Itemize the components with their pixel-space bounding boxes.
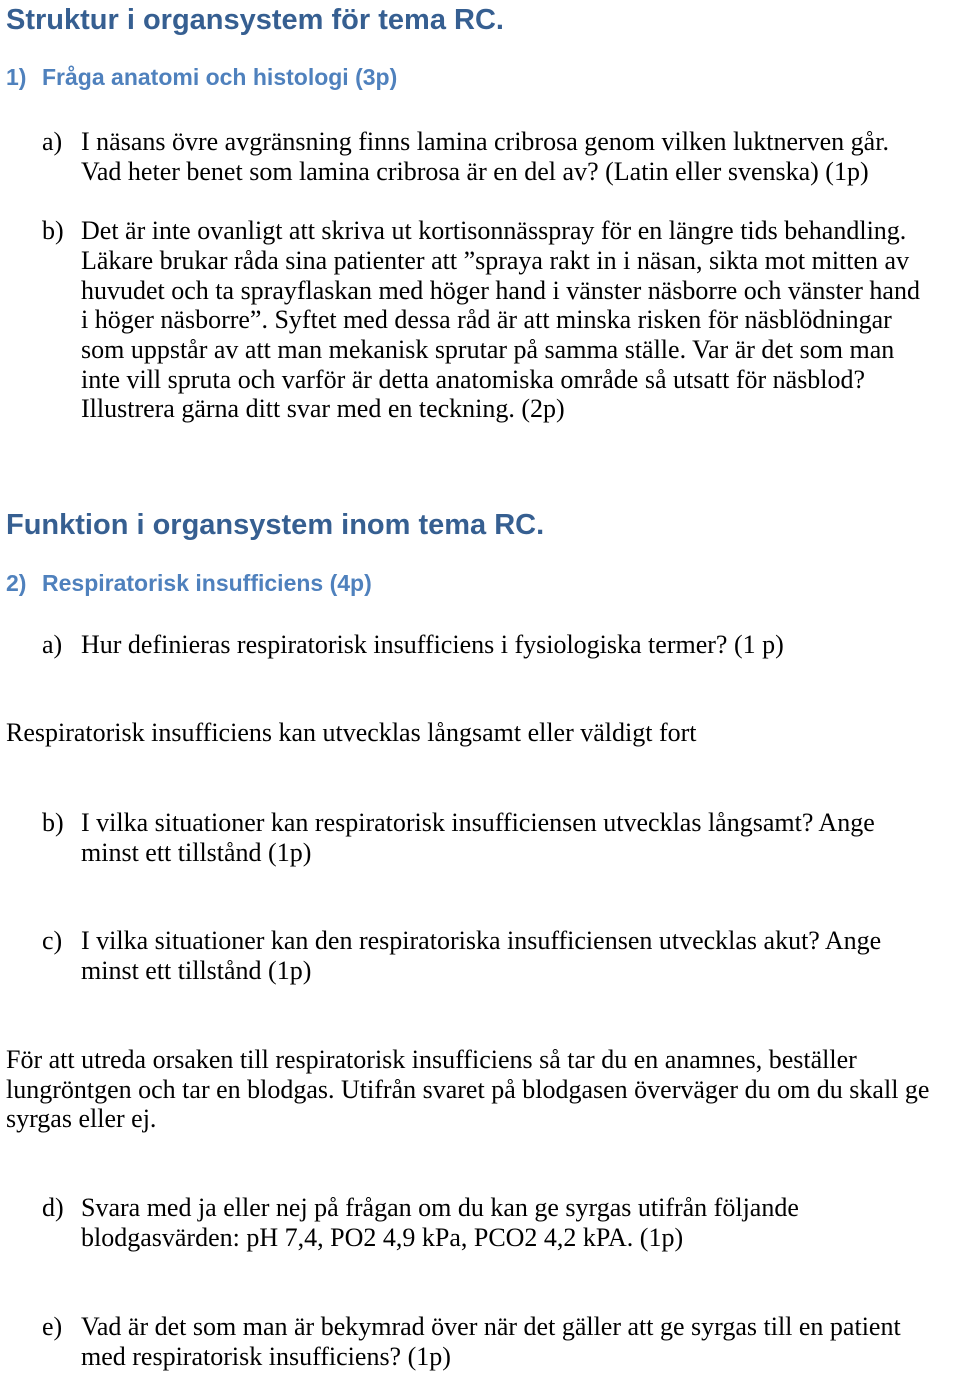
subquestion-text-line: I vilka situationer kan den respiratoriska insufficiensen utvecklas akut? Ange [81, 926, 882, 955]
section-heading: Struktur i organsystem för tema RC. [6, 4, 504, 36]
subquestion-marker: b) [42, 808, 64, 837]
subquestion-marker: a) [42, 127, 63, 156]
paragraph-line: För att utreda orsaken till respiratorisk insufficiens så tar du en anamnes, beställer [6, 1045, 857, 1074]
subquestion-marker: a) [42, 630, 63, 659]
subquestion-text-line: som uppstår av att man mekanisk sprutar på samma ställe. Var är det som man [81, 335, 895, 364]
subquestion-text-line: minst ett tillstånd (1p) [81, 956, 312, 985]
paragraph-line: syrgas eller ej. [6, 1104, 157, 1133]
subquestion-text-line: Hur definieras respiratorisk insufficiens i fysiologiska termer? (1 p) [81, 630, 784, 659]
subquestion-text-line: Läkare brukar råda sina patienter att ”spraya rakt in i näsan, sikta mot mitten av [81, 246, 910, 275]
paragraph-line: lungröntgen och tar en blodgas. Utifrån svaret på blodgasen överväger du om du skall ge [6, 1075, 930, 1104]
subquestion-text-line: minst ett tillstånd (1p) [81, 838, 312, 867]
section-heading: Funktion i organsystem inom tema RC. [6, 509, 545, 541]
subquestion-text-line: I näsans övre avgränsning finns lamina cribrosa genom vilken luktnerven går. [81, 127, 889, 156]
question-number: 2) [6, 570, 27, 596]
question-number: 1) [6, 64, 27, 90]
subquestion-text-line: Svara med ja eller nej på frågan om du kan ge syrgas utifrån följande [81, 1193, 799, 1222]
subquestion-text-line: Vad är det som man är bekymrad över när det gäller att ge syrgas till en patient [81, 1312, 901, 1341]
subquestion-text-line: med respiratorisk insufficiens? (1p) [81, 1342, 451, 1371]
subquestion-marker: c) [42, 926, 63, 955]
subquestion-text-line: i höger näsborre”. Syftet med dessa råd är att minska risken för näsblödningar [81, 305, 892, 334]
subquestion-marker: d) [42, 1193, 64, 1222]
subquestion-text-line: Illustrera gärna ditt svar med en teckning. (2p) [81, 394, 565, 423]
subquestion-text-line: Det är inte ovanligt att skriva ut kortisonnässpray för en längre tids behandling. [81, 216, 907, 245]
paragraph-line: Respiratorisk insufficiens kan utvecklas långsamt eller väldigt fort [6, 718, 697, 747]
subquestion-text-line: inte vill spruta och varför är detta anatomiska område så utsatt för näsblod? [81, 365, 866, 394]
subquestion-text-line: I vilka situationer kan respiratorisk insufficiensen utvecklas långsamt? Ange [81, 808, 875, 837]
subquestion-text-line: Vad heter benet som lamina cribrosa är en del av? (Latin eller svenska) (1p) [81, 157, 869, 186]
question-title: Fråga anatomi och histologi (3p) [42, 64, 398, 90]
question-title: Respiratorisk insufficiens (4p) [42, 570, 372, 596]
subquestion-text-line: blodgasvärden: pH 7,4, PO2 4,9 kPa, PCO2 4,2 kPA. (1p) [81, 1223, 684, 1252]
subquestion-text-line: huvudet och ta sprayflaskan med höger hand i vänster näsborre och vänster hand [81, 276, 920, 305]
subquestion-marker: e) [42, 1312, 63, 1341]
subquestion-marker: b) [42, 216, 64, 245]
